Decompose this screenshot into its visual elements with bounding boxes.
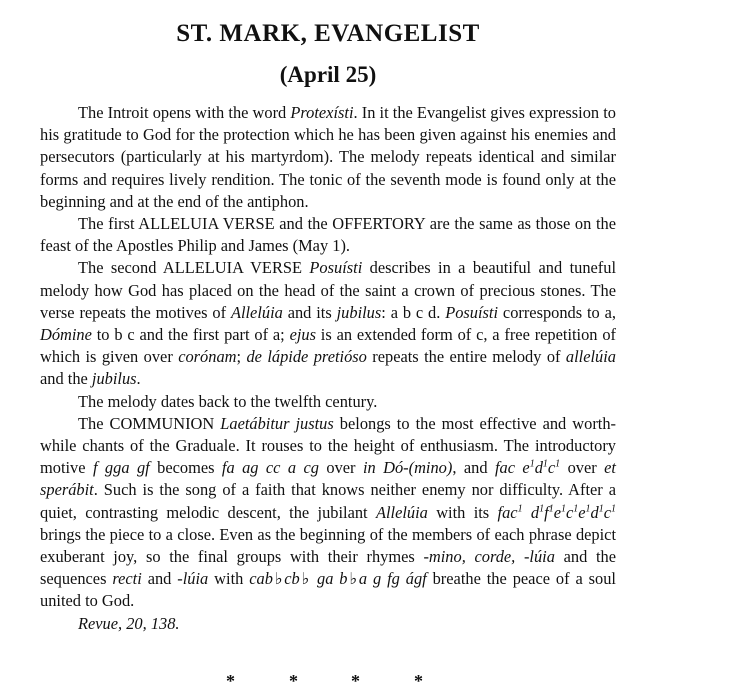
paragraph-alleluia-offertory: The first ALLELUIA VERSE and the OFFERTORY are the same as those on the feast of the Apostles Philip and James (May 1). xyxy=(40,214,616,256)
paragraph-melody-date: The melody dates back to the twelfth century. xyxy=(78,391,378,411)
separator-star: * xyxy=(414,671,423,691)
paragraph-communion: The COMMUNION Laetábitur justus belongs to the most effective and worth-while chants of the Graduale. It rouses to the height of enthusiasm. The introductory motive f gga gf becomes fa ag cc a cg over in Dó-(mino), and fac $e^1d^1c^1$ over et sperábit. Such is the song of a faith that knows neither enemy nor difficulty. After a quiet, contrasting melodic descent, the jubilant Allelúia with its fac$^1$ $d^1f^1e^1c^1e^1d^1c^1$ brings the piece to a close. Even as the beginning of the members of each phrase depict exuberant joy, so the final groups with their rhymes -mino, corde, -lúia and the sequences recti and -lúia with cab♭cb♭ ga b♭a g fg ágf breathe the peace of a soul united to God. xyxy=(40,413,617,611)
source-citation: Revue, 20, 138. xyxy=(78,613,180,633)
paragraph-second-alleluia: The second ALLELUIA VERSE Posuísti describes in a beautiful and tuneful melody how God has placed on the head of the saint a crown of precious stones. The verse repeats the motives of Allelúia and its jubilus: a b c d. Posuísti corresponds to a, Dómine to b c and the first part of a; ejus is an extended form of c, a free repetition of which is given over corónam; de lápide pretióso repeats the entire melody of allelúia and the jubilus. xyxy=(40,258,616,389)
paragraph-introit: The Introit opens with the word Protexísti. In it the Evangelist gives expression to his gratitude to God for the protection which he has been given against his enemies and persecutors (particularly at his martyrdom). The melody repeats identical and similar forms and requires lively rendition. The tonic of the seventh mode is found only at the beginning and at the end of the antiphon. xyxy=(40,103,616,211)
feast-date: (April 25) xyxy=(279,62,377,87)
separator-star: * xyxy=(289,671,298,691)
separator-star: * xyxy=(226,671,235,691)
page-title: ST. MARK, EVANGELIST xyxy=(176,20,480,47)
article-body xyxy=(40,102,616,635)
separator-star: * xyxy=(351,671,360,691)
